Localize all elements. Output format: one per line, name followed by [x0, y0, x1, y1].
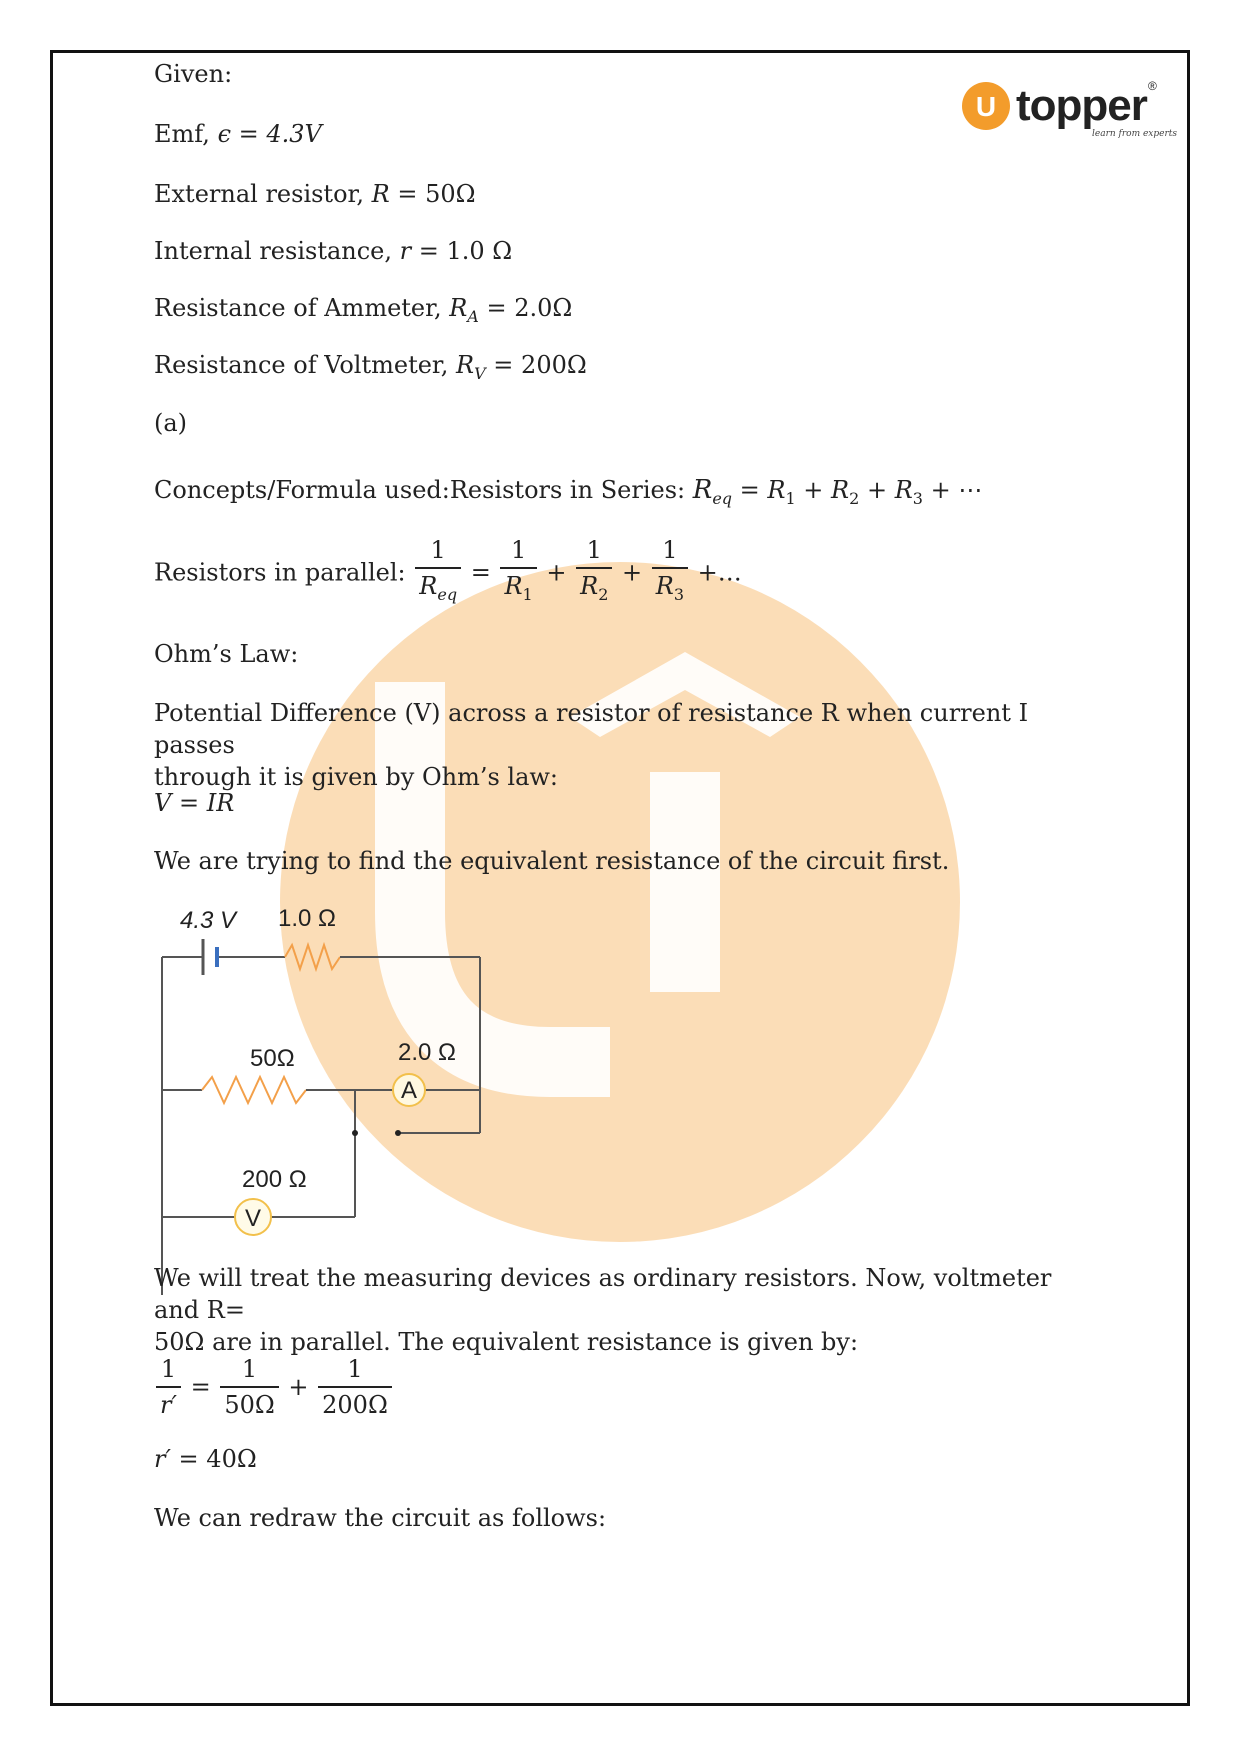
ammeter-symbol: A	[400, 1077, 418, 1104]
external-resistor-line: External resistor, R = 50Ω	[154, 180, 476, 208]
parallel-formula: Resistors in parallel: $\frac{1}{R_{eq}}$ = $\frac{1}{R_1}$ + $\frac{1}{R_2}$ + $\frac{1}{R_3}$ +…	[154, 533, 742, 612]
topper-logo	[962, 76, 1178, 146]
ohms-law-heading: Ohm’s Law:	[154, 640, 299, 668]
fraction-1-over-r2: $\frac{1}{R_2}$	[576, 533, 612, 612]
circuit-diagram	[150, 895, 500, 1235]
redraw-text: We can redraw the circuit as follows:	[154, 1504, 607, 1532]
fraction-1-over-50: $\frac{1}{50\Omega}$	[220, 1352, 278, 1422]
find-equivalent-text: We are trying to find the equivalent resistance of the circuit first.	[154, 847, 950, 875]
ohms-law-formula: V = IR	[154, 789, 235, 817]
ammeter-resistance-line: Resistance of Ammeter, $R_A = 2.0\Omega$	[154, 294, 573, 326]
fraction-1-over-r1: $\frac{1}{R_1}$	[500, 533, 536, 612]
emf-line: Emf, ϵ = 4.3V	[154, 120, 322, 148]
voltmeter-symbol: V	[244, 1205, 262, 1232]
battery-label: 4.3 V	[180, 907, 237, 934]
resistor-label: 50Ω	[250, 1045, 295, 1072]
open-terminal-dot	[395, 1130, 401, 1136]
logo-tagline: learn from experts	[1092, 129, 1178, 139]
series-formula: Concepts/Formula used:Resistors in Series: $R_{eq} = R_1 + R_2 + R_3$ + ⋯	[154, 475, 983, 508]
treatment-paragraph: We will treat the measuring devices as ordinary resistors. Now, voltmeter and R= 50Ω are in parallel. The equivalent resistance is given by:	[154, 1264, 1052, 1356]
r-prime-equation: $\frac{1}{r'}$ = $\frac{1}{50\Omega}$ + $\frac{1}{200\Omega}$	[154, 1352, 394, 1422]
logo-text: topper	[1016, 81, 1147, 130]
fraction-1-over-200: $\frac{1}{200\Omega}$	[318, 1352, 392, 1422]
voltmeter-label: 200 Ω	[242, 1166, 307, 1193]
fraction-1-over-r3: $\frac{1}{R_3}$	[652, 533, 688, 612]
internal-resistance-label: 1.0 Ω	[278, 905, 336, 932]
r-prime-result: r′ = 40Ω	[154, 1445, 257, 1473]
external-resistor	[202, 1077, 306, 1103]
voltmeter-resistance-line: Resistance of Voltmeter, $R_V = 200\Omega$	[154, 351, 587, 383]
given-heading: Given:	[154, 60, 233, 88]
internal-resistor	[285, 945, 340, 969]
ohms-law-paragraph: Potential Difference (V) across a resistor of resistance R when current I passes through it is given by Ohm’s law:	[154, 699, 1029, 791]
ammeter-label: 2.0 Ω	[398, 1039, 456, 1066]
registered-mark: ®	[1148, 79, 1157, 93]
fraction-1-over-r-prime: $\frac{1}{r'}$	[156, 1352, 181, 1422]
internal-resistance-line: Internal resistance, r = 1.0 Ω	[154, 237, 513, 265]
logo-mark: U	[975, 91, 997, 122]
fraction-1-over-req: $\frac{1}{R_{eq}}$	[415, 533, 461, 612]
part-a-label: (a)	[154, 409, 188, 437]
junction-dot	[352, 1130, 358, 1136]
